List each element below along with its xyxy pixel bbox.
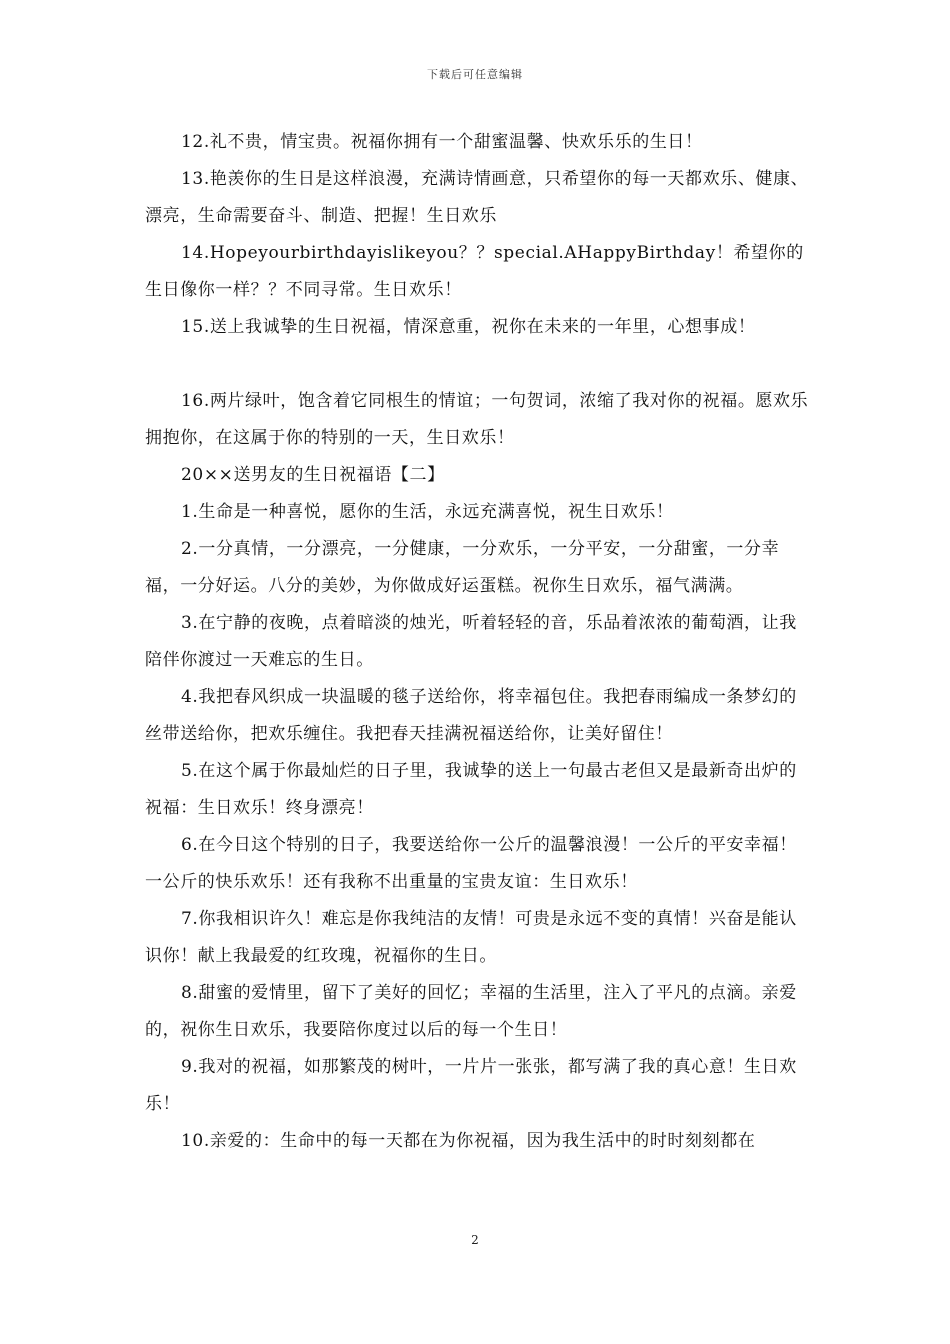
paragraph-4: 4.我把春风织成一块温暖的毯子送给你，将幸福包住。我把春雨编成一条梦幻的丝带送给你，把欢乐缠住。我把春天挂满祝福送给你，让美好留住！ [145,687,797,744]
paragraph-10: 10.亲爱的：生命中的每一天都在为你祝福，因为我生活中的时时刻刻都在 [181,1131,756,1151]
paragraph-9: 9.我对的祝福，如那繁茂的树叶，一片片一张张，都写满了我的真心意！生日欢乐！ [145,1057,797,1114]
paragraph-6: 6.在今日这个特别的日子，我要送给你一公斤的温馨浪漫！一公斤的平安幸福！一公斤的快乐欢乐！还有我称不出重量的宝贵友谊：生日欢乐！ [145,835,797,892]
paragraph-3: 3.在宁静的夜晚，点着暗淡的烛光，听着轻轻的音，乐品着浓浓的葡萄酒，让我陪伴你渡过一天难忘的生日。 [145,613,797,670]
paragraph-16: 16.两片绿叶，饱含着它同根生的情谊；一句贺词，浓缩了我对你的祝福。愿欢乐拥抱你，在这属于你的特别的一天，生日欢乐！ [145,391,809,448]
paragraph-1: 1.生命是一种喜悦，愿你的生活，永远充满喜悦，祝生日欢乐！ [181,502,674,522]
page-header: 下载后可任意编辑 [427,68,523,81]
paragraph-12: 12.礼不贵，情宝贵。祝福你拥有一个甜蜜温馨、快欢乐乐的生日！ [181,132,703,152]
paragraph-5: 5.在这个属于你最灿烂的日子里，我诚挚的送上一句最古老但又是最新奇出炉的祝福：生日欢乐！终身漂亮！ [145,761,797,818]
page-number: 2 [471,1233,479,1247]
section-heading: 20××送男友的生日祝福语【二】 [181,465,445,485]
paragraph-8: 8.甜蜜的爱情里，留下了美好的回忆；幸福的生活里，注入了平凡的点滴。亲爱的，祝你生日欢乐，我要陪你度过以后的每一个生日！ [145,983,797,1040]
paragraph-7: 7.你我相识许久！难忘是你我纯洁的友情！可贵是永远不变的真情！兴奋是能认识你！献上我最爱的红玫瑰，祝福你的生日。 [145,909,797,966]
document-body [145,124,810,1160]
paragraph-14: 14.Hopeyourbirthdayislikeyou？？special.AHappyBirthday！希望你的生日像你一样？？不同寻常。生日欢乐！ [145,243,804,300]
paragraph-15: 15.送上我诚挚的生日祝福，情深意重，祝你在未来的一年里，心想事成！ [181,317,756,337]
paragraph-2: 2.一分真情，一分漂亮，一分健康，一分欢乐，一分平安，一分甜蜜，一分幸福，一分好运。八分的美妙，为你做成好运蛋糕。祝你生日欢乐，福气满满。 [145,539,780,596]
paragraph-13: 13.艳羡你的生日是这样浪漫，充满诗情画意，只希望你的每一天都欢乐、健康、漂亮，生命需要奋斗、制造、把握！生日欢乐 [145,169,809,226]
